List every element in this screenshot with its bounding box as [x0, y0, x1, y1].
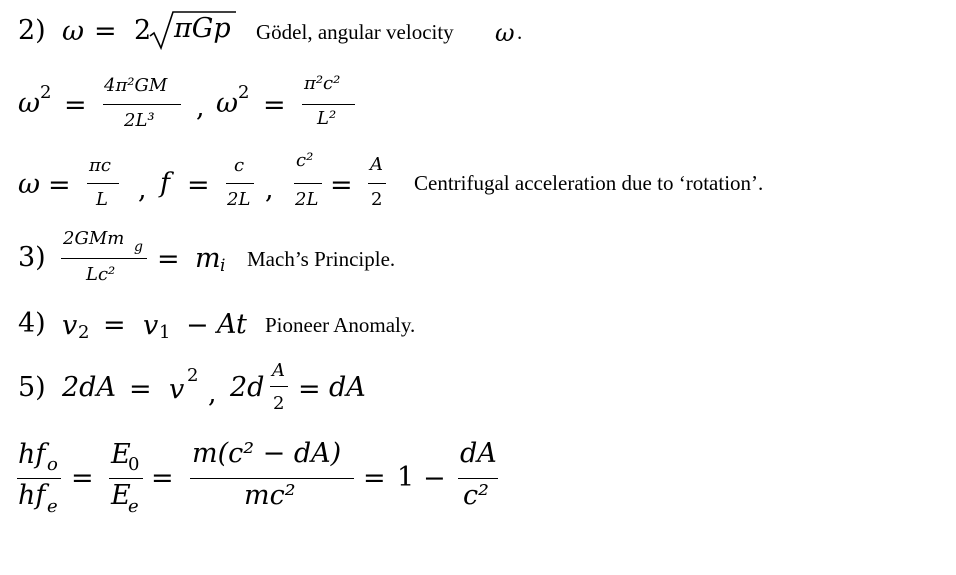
fraction-numerator-2: E: [111, 439, 131, 470]
two-d-term: 2d: [230, 372, 265, 403]
equals-sign: =: [94, 16, 117, 47]
fraction-numerator: πc: [89, 155, 111, 176]
equation-number: 4): [18, 308, 46, 339]
comma: ,: [138, 174, 147, 205]
equation-number: 5): [18, 372, 46, 403]
fraction-numerator-4: dA: [460, 438, 497, 469]
lhs-term: 2dA: [62, 372, 116, 403]
description-omega: ω: [495, 19, 515, 47]
f-symbol: f: [160, 168, 170, 199]
equals-sign-3: =: [330, 170, 353, 201]
comma: ,: [196, 92, 205, 123]
numerator-subscript-2: 0: [128, 454, 140, 475]
velocity-subscript-2: 1: [159, 322, 171, 343]
equals-sign-2: =: [263, 90, 286, 121]
fraction-denominator-4: c²: [463, 480, 489, 511]
fraction-bar: [61, 258, 147, 259]
equals-sign: =: [103, 310, 126, 341]
minus-sign: −: [423, 463, 446, 494]
velocity-symbol-2: v: [143, 310, 159, 341]
fraction-numerator: A: [272, 360, 285, 381]
comma: ,: [208, 378, 217, 409]
omega-symbol: ω: [18, 88, 41, 119]
denominator-subscript-2: e: [128, 496, 139, 517]
comma-2: ,: [265, 174, 274, 205]
equals-sign: =: [48, 170, 71, 201]
equation-number: 3): [18, 242, 46, 273]
fraction-numerator-2: π²c²: [304, 73, 341, 94]
fraction-denominator-3: 2L: [295, 189, 319, 210]
fraction-bar-2: [302, 104, 355, 105]
minus-sign: −: [186, 310, 209, 341]
equals-sign: =: [157, 244, 180, 275]
equals-sign: =: [71, 463, 94, 494]
description: Mach’s Principle.: [247, 247, 396, 271]
fraction-denominator-4: 2: [371, 189, 383, 210]
velocity-symbol: v: [169, 374, 185, 405]
exponent-2: 2: [238, 82, 250, 103]
coefficient: 2: [134, 15, 152, 46]
one: 1: [397, 462, 415, 493]
equals-sign: =: [64, 90, 87, 121]
fraction-bar-2: [226, 183, 254, 184]
fraction-bar-3: [294, 183, 322, 184]
equals-sign: =: [129, 374, 152, 405]
fraction-numerator: 4π²GM: [104, 75, 168, 96]
numerator-subscript: g: [134, 239, 143, 255]
omega-symbol-2: ω: [216, 88, 239, 119]
fraction-denominator: L: [96, 189, 108, 210]
description: Centrifugal acceleration due to ‘rotation’.: [414, 171, 764, 195]
fraction-denominator: 2: [273, 393, 285, 414]
mass-symbol: m: [195, 243, 221, 274]
fraction-denominator: Lc²: [86, 264, 116, 285]
fraction-denominator-2: 2L: [227, 189, 251, 210]
velocity-symbol: v: [62, 310, 78, 341]
fraction-bar: [87, 183, 119, 184]
velocity-subscript: 2: [78, 322, 90, 343]
mass-subscript: i: [220, 256, 226, 276]
fraction-bar: [103, 104, 181, 105]
description-period: .: [517, 20, 523, 44]
description: Gödel, angular velocity: [256, 20, 454, 44]
omega-symbol: ω: [18, 169, 41, 200]
omega-symbol: ω: [62, 16, 85, 47]
fraction-numerator-3: m(c² − dA): [192, 438, 342, 469]
fraction-numerator: 2GMm: [63, 228, 125, 249]
fraction-denominator-2: L²: [317, 108, 337, 129]
equals-sign-2: =: [187, 170, 210, 201]
fraction-numerator: hf: [18, 439, 46, 470]
rhs-term: dA: [329, 372, 366, 403]
numerator-subscript: o: [47, 454, 58, 475]
description: Pioneer Anomaly.: [265, 313, 416, 337]
radicand: πGp: [174, 13, 231, 44]
fraction-bar: [270, 386, 288, 387]
fraction-denominator-2: E: [111, 480, 131, 511]
fraction-denominator: hf: [18, 480, 46, 511]
fraction-numerator-2: c: [234, 155, 245, 176]
fraction-denominator: 2L³: [124, 110, 155, 131]
equals-sign-2: =: [151, 463, 174, 494]
equation-number: 2): [18, 15, 46, 46]
exponent: 2: [40, 82, 52, 103]
denominator-subscript: e: [47, 496, 58, 517]
fraction-bar-4: [368, 183, 386, 184]
velocity-exponent: 2: [187, 365, 199, 386]
fraction-numerator-3: c²: [296, 150, 314, 171]
fraction-denominator-3: mc²: [244, 480, 296, 511]
acceleration-term: At: [217, 309, 247, 340]
equals-sign-2: =: [298, 374, 321, 405]
equals-sign-3: =: [363, 463, 386, 494]
fraction-numerator-4: A: [370, 154, 383, 175]
